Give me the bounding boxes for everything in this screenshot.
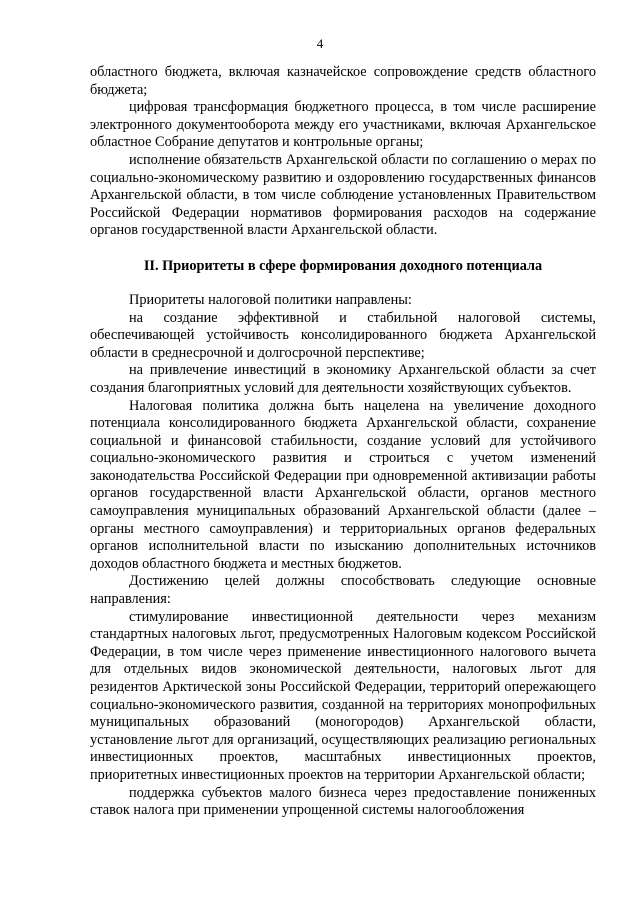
- paragraph-investments: на привлечение инвестиций в экономику Архангельской области за счет создания благоприятных условий для деятельности хозяйствующих субъектов.: [90, 362, 596, 396]
- paragraph-digital-transformation: цифровая трансформация бюджетного процесса, в том числе расширение электронного документооборота между его участниками, включая Архангельское областное Собрание депутатов и контрольные органы;: [90, 99, 596, 151]
- paragraph-directions-intro: Достижению целей должны способствовать следующие основные направления:: [90, 573, 596, 608]
- paragraph-small-business: поддержка субъектов малого бизнеса через предоставление пониженных ставок налога при применении упрощенной системы налогообложения: [90, 784, 596, 819]
- paragraph-tax-policy: Налоговая политика должна быть нацелена на увеличение доходного потенциала консолидированного бюджета Архангельской области, сохранение социальной и финансовой стабильности, создание условий для устойчивого социально-экономического развития и строиться с учетом изменений законодательства Российской Федерации при одновременной активизации работы органов государственной власти Архангельской области, органов местного самоуправления муниципальных образований Архангельской области (далее – органы местного самоуправления) и территориальных органов федеральных органов исполнительной власти по изысканию дополнительных источников доходов областного бюджета и местных бюджетов.: [90, 397, 596, 572]
- page-number: 4: [316, 36, 324, 51]
- section-heading: II. Приоритеты в сфере формирования доходного потенциала: [143, 257, 543, 274]
- paragraph-continuation: областного бюджета, включая казначейское сопровождение средств областного бюджета;: [90, 64, 596, 98]
- paragraph-tax-system: на создание эффективной и стабильной налоговой системы, обеспечивающей устойчивость консолидированного бюджета Архангельской области в среднесрочной и долгосрочной перспективе;: [90, 309, 596, 361]
- paragraph-tax-priorities-intro: Приоритеты налоговой политики направлены:: [129, 291, 412, 308]
- paragraph-obligations: исполнение обязательств Архангельской области по соглашению о мерах по социально-экономическому развитию и оздоровлению государственных финансов Архангельской области, в том числе соблюдение установленных Правительством Российской Федерации нормативов формирования расходов на содержание органов государственной власти Архангельской области.: [90, 151, 596, 239]
- paragraph-investment-stimulation: стимулирование инвестиционной деятельности через механизм стандартных налоговых льгот, предусмотренных Налоговым кодексом Российской Федерации, в том числе через применение инвестиционного налогового вычета для отдельных видов экономической деятельности, налоговых льгот для резидентов Арктической зоны Российской Федерации, территорий опережающего социально-экономического развития, созданной на территориях монопрофильных муниципальных образований (моногородов) Архангельской области, установление льгот для организаций, осуществляющих реализацию региональных инвестиционных проектов, масштабных инвестиционных проектов, приоритетных инвестиционных проектов на территории Архангельской области;: [90, 608, 596, 783]
- document-body: [90, 64, 596, 820]
